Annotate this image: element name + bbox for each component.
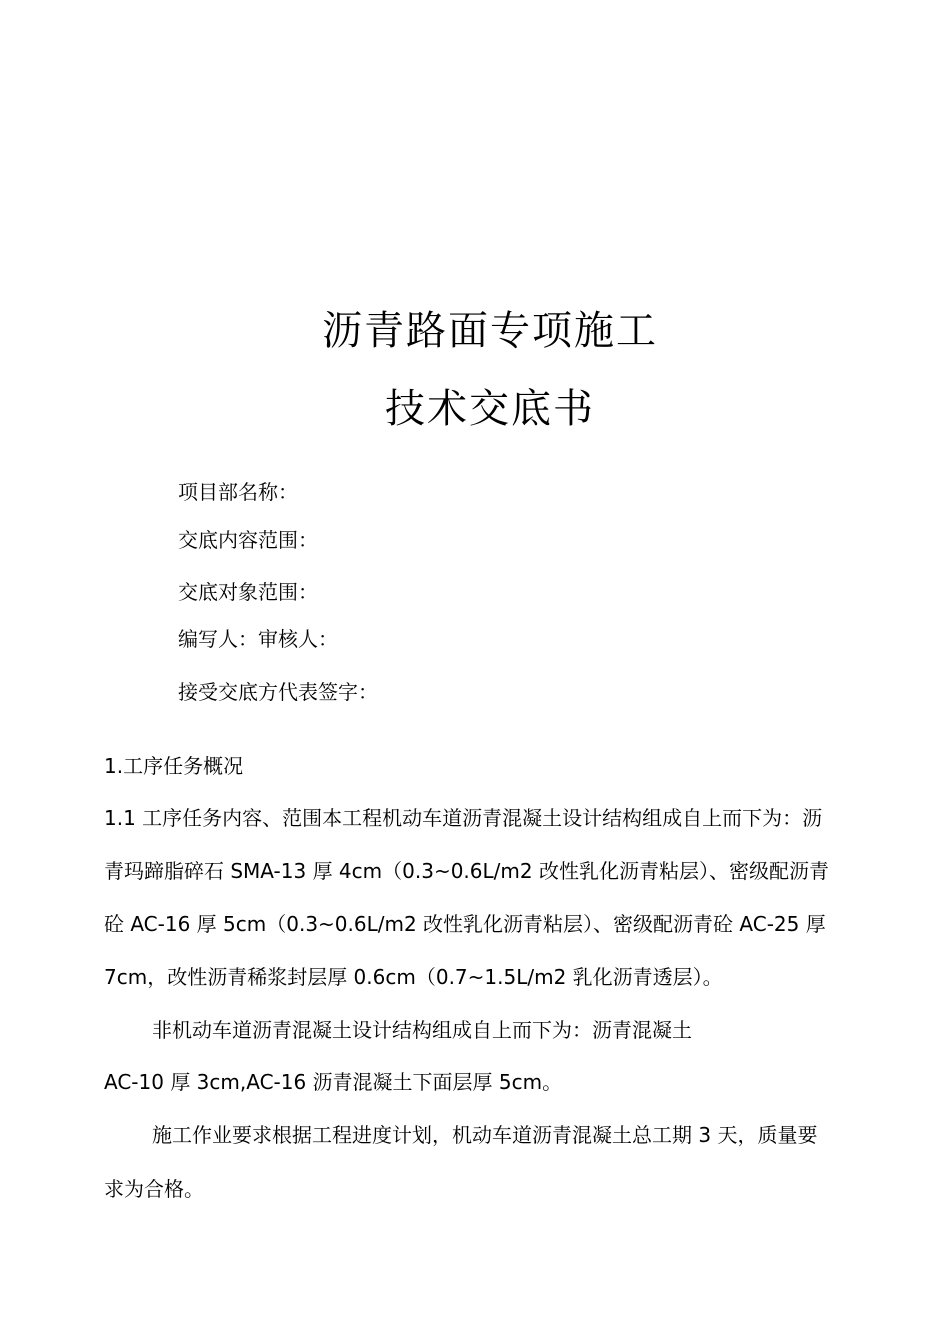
section-heading: 1.工序任务概况 [104, 754, 244, 778]
object-scope-field: 交底对象范围： [178, 580, 318, 604]
paragraph-line: 非机动车道沥青混凝土设计结构组成自上而下为：沥青混凝土 [152, 1018, 692, 1042]
paragraph-line: AC-10 厚 3cm,AC-16 沥青混凝土下面层厚 5cm。 [104, 1070, 563, 1094]
document-subtitle: 技术交底书 [385, 386, 595, 432]
paragraph-line: 1.1 工序任务内容、范围本工程机动车道沥青混凝土设计结构组成自上而下为：沥 [104, 806, 823, 830]
receiver-signature-field: 接受交底方代表签字： [178, 680, 378, 704]
paragraph-line: 7cm，改性沥青稀浆封层厚 0.6cm（0.7~1.5L/m2 乳化沥青透层）。 [104, 965, 723, 989]
content-scope-field: 交底内容范围： [178, 528, 318, 552]
paragraph-line: 求为合格。 [104, 1177, 204, 1201]
paragraph-line: 青玛蹄脂碎石 SMA-13 厚 4cm（0.3~0.6L/m2 改性乳化沥青粘层）、密级配沥青 [104, 859, 829, 883]
paragraph-line: 砼 AC-16 厚 5cm（0.3~0.6L/m2 改性乳化沥青粘层）、密级配沥青砼 AC-25 厚 [104, 912, 826, 936]
writer-reviewer-field: 编写人：审核人： [178, 627, 338, 651]
document-title: 沥青路面专项施工 [322, 308, 658, 354]
paragraph-line: 施工作业要求根据工程进度计划，机动车道沥青混凝土总工期 3 天，质量要 [152, 1123, 818, 1147]
project-name-field: 项目部名称： [178, 480, 298, 504]
